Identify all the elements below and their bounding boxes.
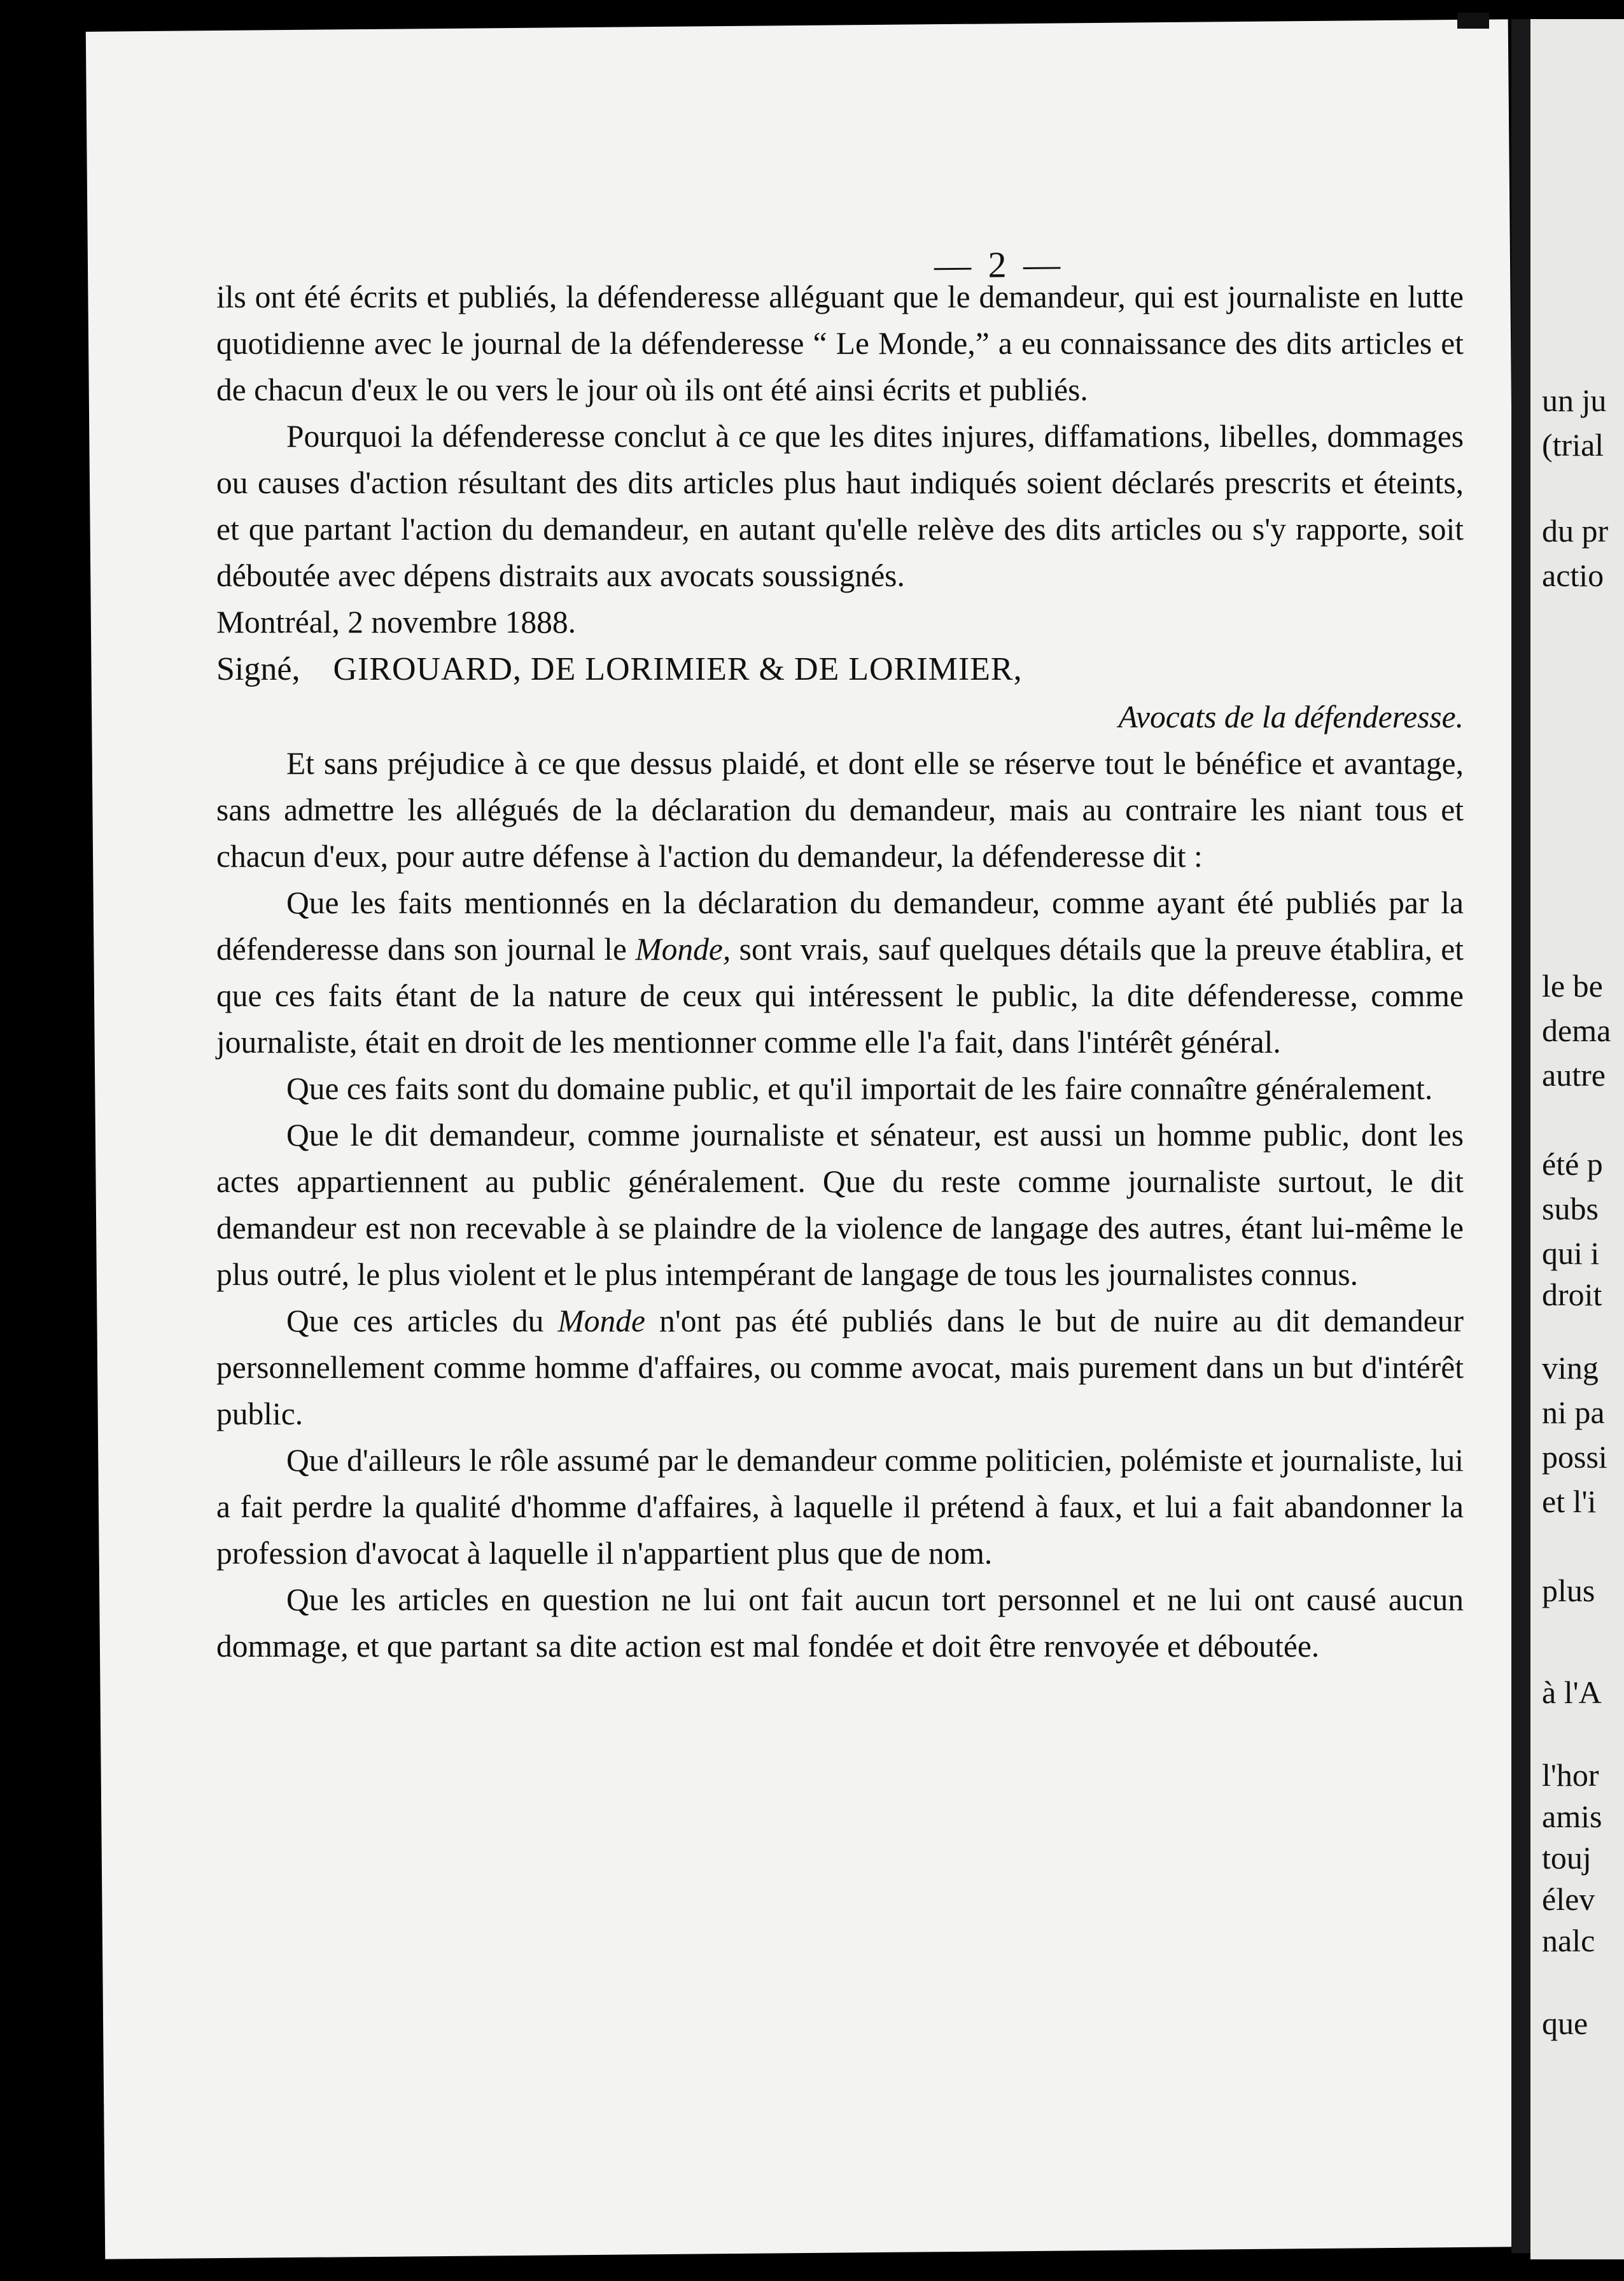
fragment: dema (1542, 1013, 1611, 1048)
signed-label: Signé, (216, 651, 300, 687)
fragment: amis (1542, 1799, 1602, 1834)
paragraph (216, 880, 1464, 1065)
fragment: ni pa (1542, 1394, 1605, 1430)
place-date: Montréal, 2 novembre 1888. (216, 605, 576, 640)
page-number: — 2 — (934, 243, 1065, 286)
adjacent-page (1530, 19, 1624, 2259)
paragraph: Pourquoi la défenderesse conclut à ce que les dites injures, diffamations, libelles, dommages ou causes d'action résultant des dits articles plus haut indiqués soient déclarés prescrits et éteints, et que partant l'action du demandeur, en autant qu'elle relève des dits articles ou s'y rapporte, soit déboutée avec dépens distraits aux avocats soussignés. (216, 419, 1464, 593)
fragment: le be (1542, 968, 1603, 1004)
paragraph: Et sans préjudice à ce que dessus plaidé, et dont elle se réserve tout le bénéfice et avantage, sans admettre les allégués de la déclaration du demandeur, mais au contraire les niant tous et chacun d'eux, pour autre défense à l'action du demandeur, la défenderesse dit : (216, 746, 1464, 874)
fragment: subs (1542, 1191, 1599, 1226)
fragment: touj (1542, 1840, 1592, 1876)
fragment: l'hor (1542, 1757, 1599, 1793)
fragment: un ju (1542, 383, 1607, 418)
fragment: été p (1542, 1146, 1603, 1182)
fragment: que (1542, 2005, 1588, 2041)
paragraph: ils ont été écrits et publiés, la défenderesse alléguant que le demandeur, qui est journaliste en lutte quotidienne avec le journal de la défenderesse “ Le Monde,” a eu connaissance des dits articles et de chacun d'eux le ou vers le jour où ils ont été ainsi écrits et publiés. (216, 279, 1464, 407)
fragment: plus (1542, 1573, 1595, 1608)
fragment: droit (1542, 1277, 1602, 1312)
fragment: actio (1542, 558, 1604, 593)
paragraph: Que d'ailleurs le rôle assumé par le demandeur comme politicien, polémiste et journaliste, lui a fait perdre la qualité d'homme d'affaires, à laquelle il prétend à faux, et lui a fait abandonner la profession d'avocat à laquelle il n'appartient plus que de nom. (216, 1443, 1464, 1571)
signature-line (216, 645, 1464, 694)
text-run: Que ces articles du (286, 1303, 558, 1338)
paragraph: Que ces faits sont du domaine public, et qu'il importait de les faire connaître généralement. (286, 1071, 1433, 1106)
fragment: qui i (1542, 1235, 1600, 1271)
paragraph (216, 1298, 1464, 1437)
fragment: nalc (1542, 1923, 1595, 1958)
text-run: sont vrais, sauf quelques détails que la preuve établira, et que ces faits étant de la nature de ceux qui intéressent le public, la dite défenderesse, comme journaliste, était en droit de les mentionner comme elle l'a fait, dans l'intérêt général. (216, 932, 1464, 1060)
paragraph: Que le dit demandeur, comme journaliste et sénateur, est aussi un homme public, dont les actes appartiennent au public généralement. Que du reste comme journaliste surtout, le dit demandeur est non recevable à se plaindre de la violence de langage des autres, étant lui-même le plus outré, le plus violent et le plus intempérant de langage de tous les journalistes connus. (216, 1118, 1464, 1292)
page-text (216, 274, 1464, 1669)
italic-run: Monde (557, 1303, 646, 1338)
fragment: ving (1542, 1350, 1599, 1386)
fragment: autre (1542, 1057, 1606, 1093)
fragment: possi (1542, 1439, 1607, 1475)
italic-run: Monde, (635, 932, 731, 967)
fragment: du pr (1542, 513, 1609, 549)
signatory-names: GIROUARD, DE LORIMIER & DE LORIMIER, (333, 651, 1023, 687)
fragment: élev (1542, 1881, 1595, 1917)
fragment: et l'i (1542, 1484, 1597, 1519)
fragment: (trial (1542, 427, 1604, 463)
paragraph: Que les articles en question ne lui ont fait aucun tort personnel et ne lui ont causé aucun dommage, et que partant sa dite action est mal fondée et doit être renvoyée et déboutée. (216, 1582, 1464, 1664)
page-gutter (1511, 19, 1530, 2253)
fragment: à l'A (1542, 1674, 1602, 1710)
binding-mark (1457, 13, 1489, 29)
text-run: Que les faits mentionnés en la déclaration du demandeur, comme ayant été publiés par la défenderesse dans son journal le (216, 885, 1464, 967)
text-run: n'ont pas été publiés dans le but de nuire au dit demandeur personnellement comme homme d'affaires, ou comme avocat, mais purement dans un but d'intérêt public. (216, 1303, 1464, 1431)
signatory-role: Avocats de la défenderesse. (1118, 699, 1464, 734)
